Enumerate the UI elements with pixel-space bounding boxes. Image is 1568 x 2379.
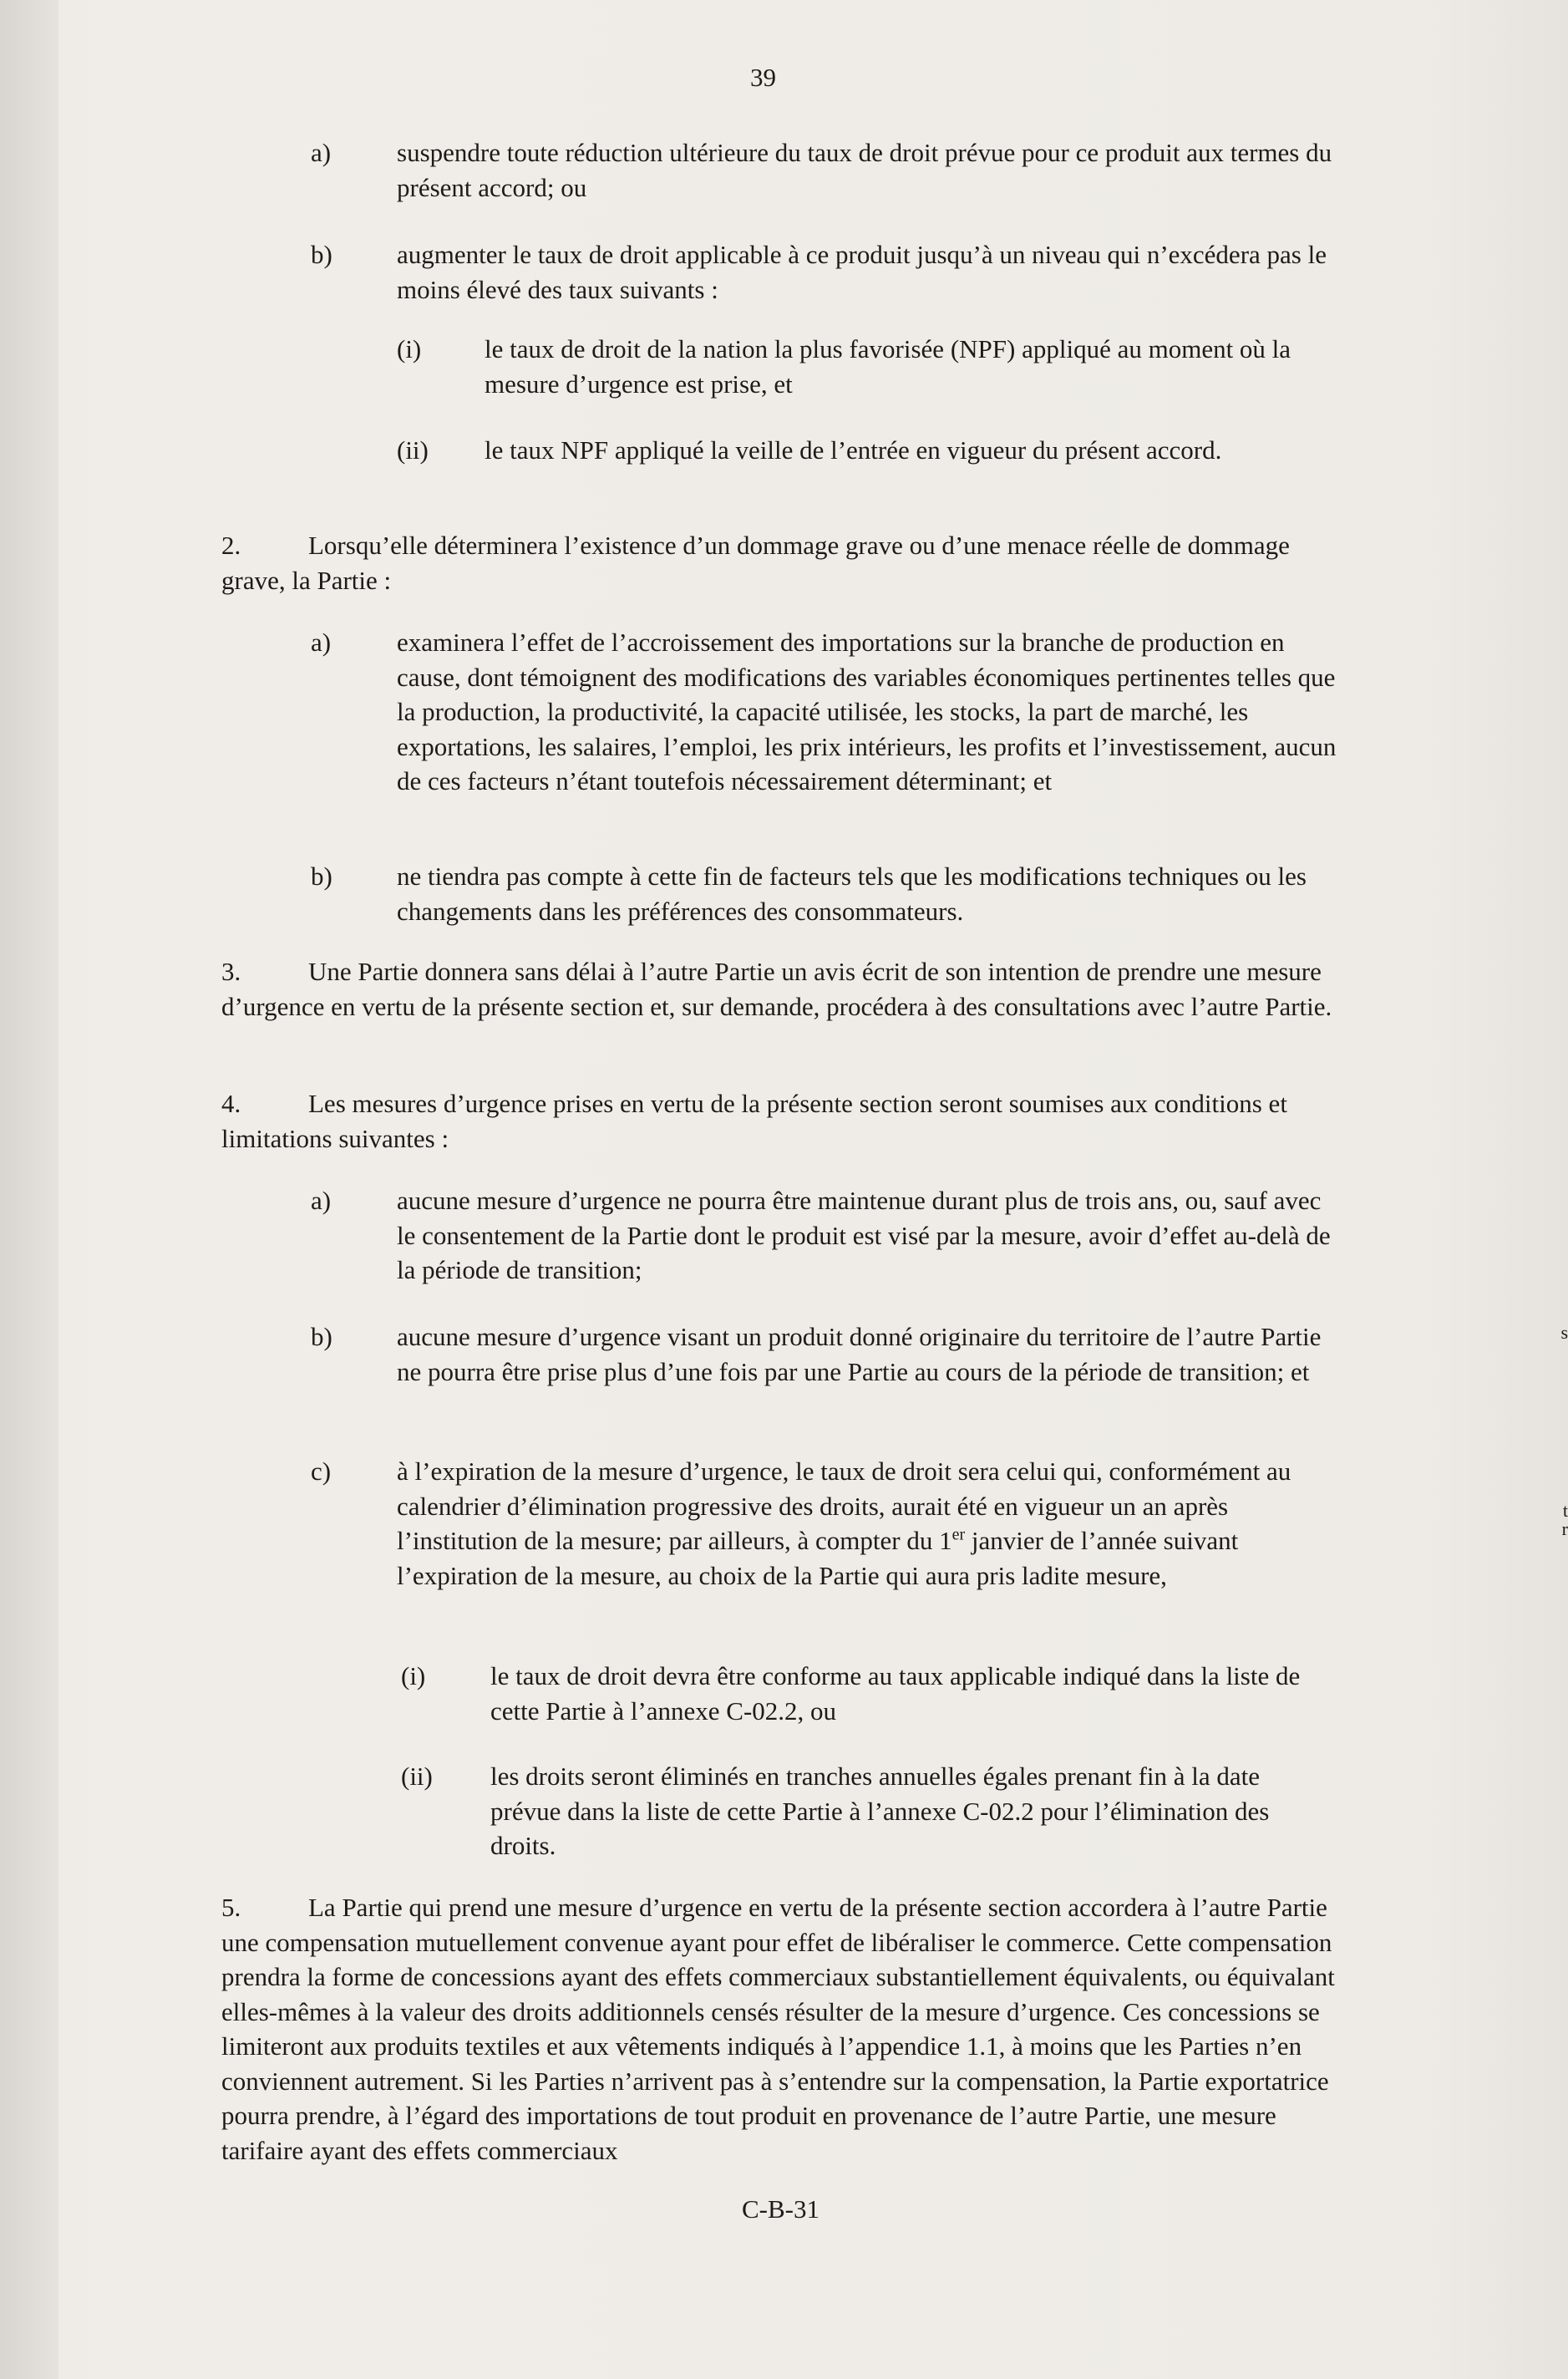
paragraph-number: 4. — [221, 1089, 241, 1118]
superscript: er — [951, 1525, 966, 1544]
subitem-text: les droits seront éliminés en tranches annuelles égales prenant fin à la date prévue dans la liste de cette Partie à l’annexe C-02.2 pour l’élimination des droits. — [490, 1761, 1270, 1860]
subitem-text: le taux de droit devra être conforme au taux applicable indiqué dans la liste de cette Partie à l’annexe C-02.2, ou — [490, 1661, 1301, 1726]
subitem-label: (i) — [401, 1661, 426, 1690]
item-text-part: janvier de l’année suivant l’expiration de la mesure, au choix de la Partie qui aura pris ladite mesure, — [397, 1526, 1239, 1590]
item-label: a) — [311, 138, 332, 167]
subitem-label: (ii) — [401, 1761, 433, 1791]
page-left-edge — [0, 0, 58, 2379]
item-text: suspendre toute réduction ultérieure du taux de droit prévue pour ce produit aux termes du présent accord; ou — [397, 138, 1332, 202]
margin-mark: t — [1562, 1500, 1568, 1521]
paragraph-number: 5. — [221, 1893, 241, 1922]
page-number: 39 — [750, 63, 776, 92]
subitem-text: le taux NPF appliqué la veille de l’entrée en vigueur du présent accord. — [485, 435, 1222, 465]
margin-mark: s — [1560, 1322, 1568, 1343]
paragraph-text: Les mesures d’urgence prises en vertu de la présente section seront soumises aux conditions et limitations suivantes : — [221, 1089, 1287, 1153]
paragraph-number: 3. — [221, 957, 241, 986]
paragraph-text: Une Partie donnera sans délai à l’autre Partie un avis écrit de son intention de prendre une mesure d’urgence en vertu de la présente section et, sur demande, procédera à des consultations avec l’autre Partie. — [221, 957, 1332, 1021]
item-text: augmenter le taux de droit applicable à ce produit jusqu’à un niveau qui n’excédera pas le moins élevé des taux suivants : — [397, 240, 1327, 304]
paragraph-text: La Partie qui prend une mesure d’urgence en vertu de la présente section accordera à l’autre Partie une compensation mutuellement convenue ayant pour effet de libéraliser le commerce. Cette compensation prendra la forme de concessions ayant des effets commerciaux substantiellement équivalents, ou équivalant elles-mêmes à la valeur des droits additionnels censés résulter de la mesure d’urgence. Ces concessions se limiteront aux produits textiles et aux vêtements indiqués à l’appendice 1.1, à moins que les Parties n’en conviennent autrement. Si les Parties n’arrivent pas à s’entendre sur la compensation, la Partie exportatrice pourra prendre, à l’égard des importations de tout produit en provenance de l’autre Partie, une mesure tarifaire ayant des effets commerciaux — [221, 1893, 1335, 2165]
item-text: aucune mesure d’urgence ne pourra être maintenue durant plus de trois ans, ou, sauf avec le consentement de la Partie dont le produit est visé par la mesure, avoir d’effet au-delà de la période de transition; — [397, 1186, 1331, 1284]
item-text: examinera l’effet de l’accroissement des importations sur la branche de production en cause, dont témoignent des modifications des variables économiques pertinentes telles que la production, la productivité, la capacité utilisée, les stocks, la part de marché, les exportations, les salaires, l’emploi, les prix intérieurs, les profits et l’investissement, aucun de ces facteurs n’étant toutefois nécessairement déterminant; et — [397, 628, 1337, 796]
paragraph-3 — [221, 954, 1337, 1024]
paragraph-number: 2. — [221, 531, 241, 560]
item-text-part: à l’expiration de la mesure d’urgence, le taux de droit sera celui qui, conformément au calendrier d’élimination progressive des droits, aurait été en vigueur un an après l’institution de la mesure; par ailleurs, à compter du 1 — [397, 1456, 1291, 1555]
item-text: aucune mesure d’urgence visant un produit donné originaire du territoire de l’autre Partie ne pourra être prise plus d’une fois par une Partie au cours de la période de transition; et — [397, 1322, 1322, 1386]
item-text — [397, 1454, 1341, 1593]
item-label: a) — [311, 628, 332, 657]
item-label: b) — [311, 240, 332, 269]
paragraph-4 — [221, 1086, 1337, 1156]
subitem-text: le taux de droit de la nation la plus favorisée (NPF) appliqué au moment où la mesure d’urgence est prise, et — [485, 334, 1291, 399]
item-label: b) — [311, 1322, 332, 1351]
item-label: a) — [311, 1186, 332, 1215]
paragraph-2 — [221, 528, 1337, 597]
paragraph-text: Lorsqu’elle déterminera l’existence d’un dommage grave ou d’une menace réelle de dommage grave, la Partie : — [221, 531, 1290, 595]
item-label: b) — [311, 862, 332, 891]
subitem-label: (ii) — [397, 435, 429, 465]
paragraph-5 — [221, 1890, 1337, 2168]
item-text: ne tiendra pas compte à cette fin de facteurs tels que les modifications techniques ou les changements dans les préférences des consommateurs. — [397, 862, 1307, 926]
page-footer: C-B-31 — [742, 2194, 820, 2224]
item-label: c) — [311, 1456, 332, 1486]
margin-mark: r — [1561, 1518, 1568, 1539]
subitem-label: (i) — [397, 334, 422, 363]
